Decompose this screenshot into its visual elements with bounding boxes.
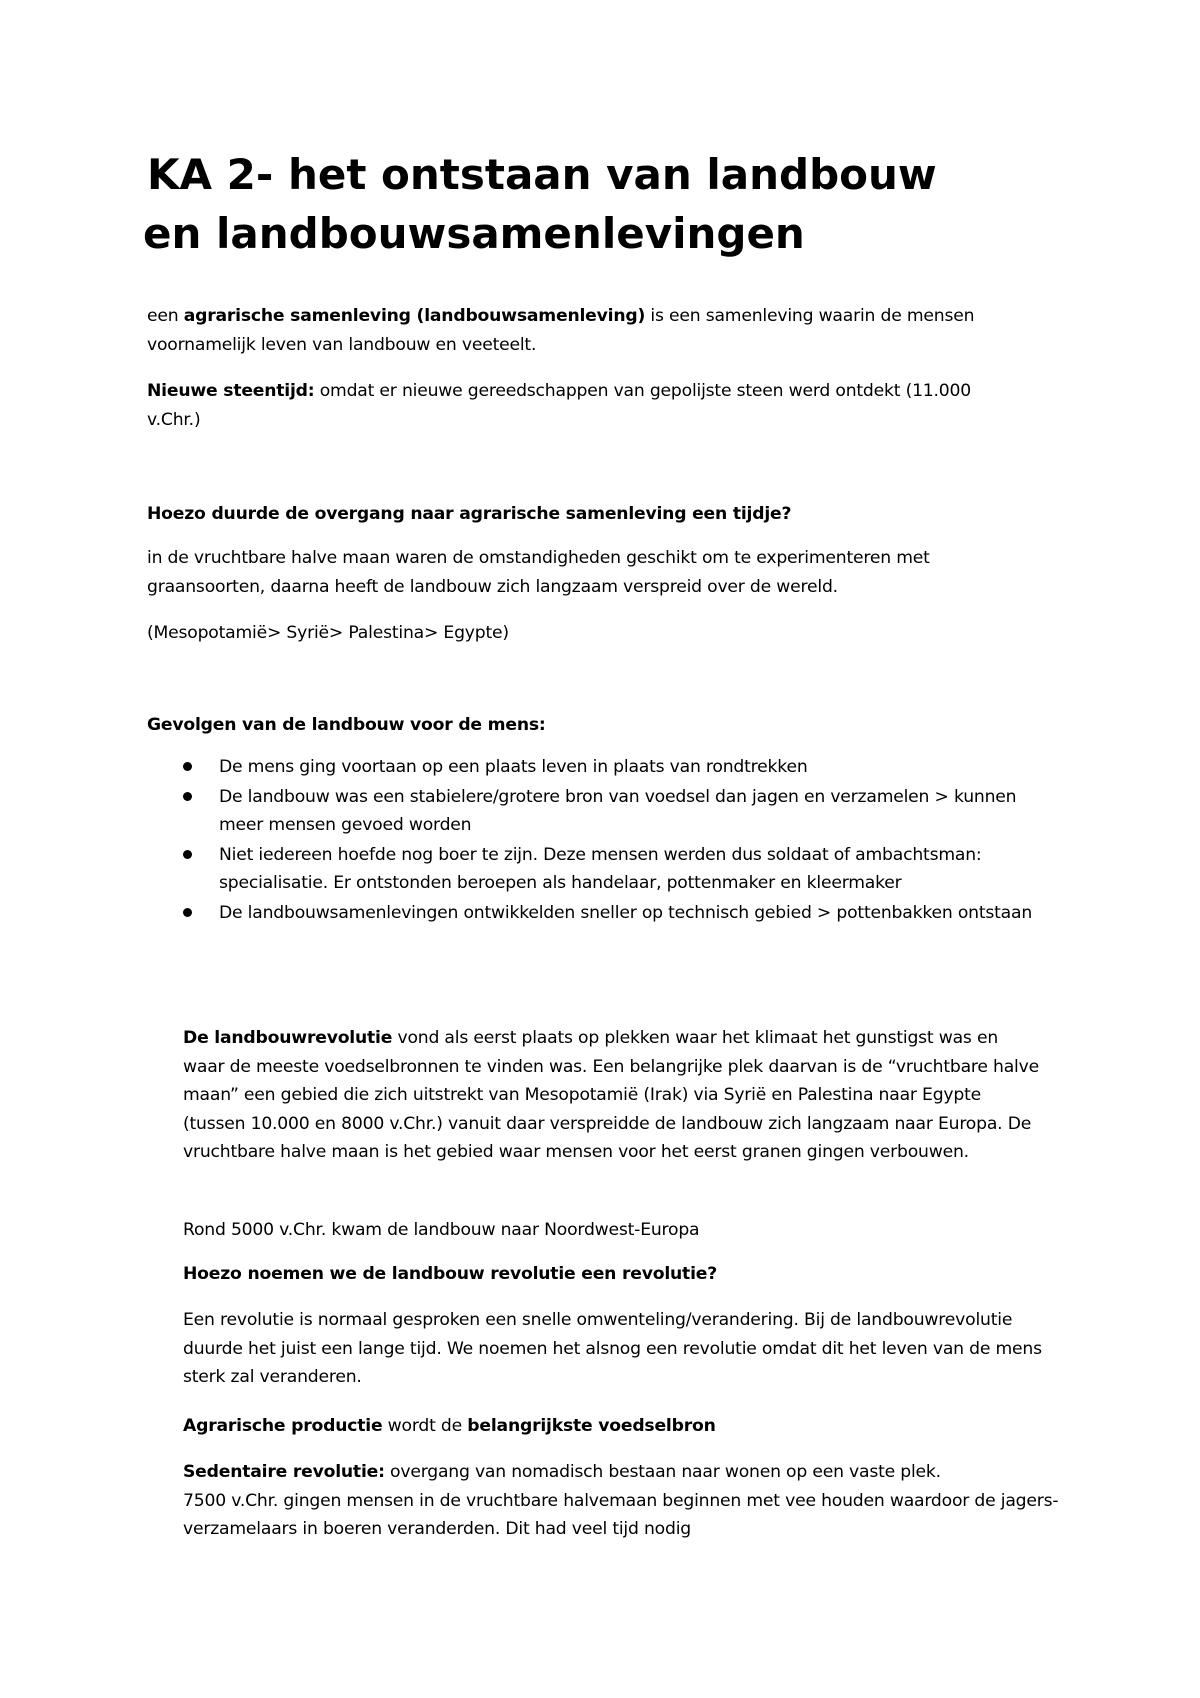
list-item-text: De landbouwsamenlevingen ontwikkelden sneller op technisch gebied > pottenbakken ontstaan [219, 902, 1033, 923]
sedentaire-revolutie-paragraph [183, 1458, 1063, 1544]
intro-definition-text: is een samenleving waarin de mensen voornamelijk leven van landbouw en veeteelt. [147, 306, 975, 355]
list-item [147, 899, 1047, 928]
bullet-icon [183, 850, 192, 859]
noordwest-europa-paragraph: Rond 5000 v.Chr. kwam de landbouw naar Noordwest-Europa [183, 1220, 700, 1240]
intro-steentijd-text: omdat er nieuwe gereedschappen van gepolijste steen werd ontdekt (11.000 v.Chr.) [147, 381, 972, 430]
landbouwrevolutie-paragraph [183, 1024, 1043, 1167]
list-item [147, 783, 1047, 840]
intro-definition [147, 302, 1007, 359]
section-overgang-paragraph: in de vruchtbare halve maan waren de omstandigheden geschikt om te experimenteren met graansoorten, daarna heeft de landbouw zich langzaam verspreid over de wereld. [147, 548, 930, 597]
revolutie-paragraph: Een revolutie is normaal gesproken een snelle omwenteling/verandering. Bij de landbouwrevolutie duurde het juist een lange tijd. We noemen het alsnog een revolutie omdat dit het leven van de mens sterk zal veranderen. [183, 1310, 1042, 1387]
list-item-text: De landbouw was een stabielere/grotere bron van voedsel dan jagen en verzamelen > kunnen meer mensen gevoed worden [219, 786, 1017, 835]
landbouwrevolutie-text: vond als eerst plaats op plekken waar het klimaat het gunstigst was en waar de meeste voedselbronnen te vinden was. Een belangrijke plek daarvan is de “vruchtbare halve maan” een gebied die zich uitstrekt van Mesopotamië (Irak) via Syrië en Palestina naar Egypte (tussen 10.000 en 8000 v.Chr.) vanuit daar verspreidde de landbouw zich langzaam naar Europa. De vruchtbare halve maan is het gebied waar mensen voor het eerst granen gingen verbouwen. [183, 1028, 1039, 1162]
intro-definition-term: agrarische samenleving (landbouwsamenleving) [183, 306, 646, 326]
intro-nieuwe-steentijd [147, 377, 1027, 434]
list-item-text: De mens ging voortaan op een plaats leven in plaats van rondtrekken [219, 757, 808, 777]
voedselbron-term: belangrijkste voedselbron [467, 1416, 716, 1436]
sedentaire-revolutie-line2: 7500 v.Chr. gingen mensen in de vruchtbare halvemaan beginnen met vee houden waardoor de jagers-verzamelaars in boeren veranderden. Dit had veel tijd nodig [183, 1490, 1059, 1539]
title-line-2: en landbouwsamenlevingen [143, 209, 805, 258]
intro-definition-prefix: een [147, 306, 184, 326]
page-title [143, 145, 1087, 263]
sedentaire-revolutie-term: Sedentaire revolutie: [183, 1462, 385, 1482]
agrarische-productie-term: Agrarische productie [183, 1416, 383, 1436]
landbouwrevolutie-term: De landbouwrevolutie [183, 1028, 393, 1048]
agrarische-productie-paragraph [183, 1412, 1073, 1441]
section-heading-revolutie: Hoezo noemen we de landbouw revolutie een revolutie? [183, 1264, 717, 1284]
list-item [147, 841, 1047, 898]
agrarische-productie-mid: wordt de [382, 1416, 468, 1436]
title-line-1: KA 2- het ontstaan van landbouw [147, 150, 937, 199]
section-heading-gevolgen: Gevolgen van de landbouw voor de mens: [147, 715, 546, 735]
gevolgen-list [147, 753, 1047, 928]
section-overgang-route: (Mesopotamië> Syrië> Palestina> Egypte) [147, 623, 509, 643]
section-heading-overgang: Hoezo duurde de overgang naar agrarische samenleving een tijdje? [147, 504, 792, 524]
sedentaire-revolutie-text: overgang van nomadisch bestaan naar wonen op een vaste plek. [384, 1462, 941, 1482]
intro-steentijd-term: Nieuwe steentijd: [147, 381, 315, 401]
bullet-icon [183, 792, 192, 801]
list-item [147, 753, 1047, 782]
bullet-icon [183, 908, 192, 917]
bullet-icon [183, 762, 192, 771]
list-item-text: Niet iedereen hoefde nog boer te zijn. Deze mensen werden dus soldaat of ambachtsman: specialisatie. Er ontstonden beroepen als handelaar, pottenmaker en kleermaker [219, 844, 982, 893]
